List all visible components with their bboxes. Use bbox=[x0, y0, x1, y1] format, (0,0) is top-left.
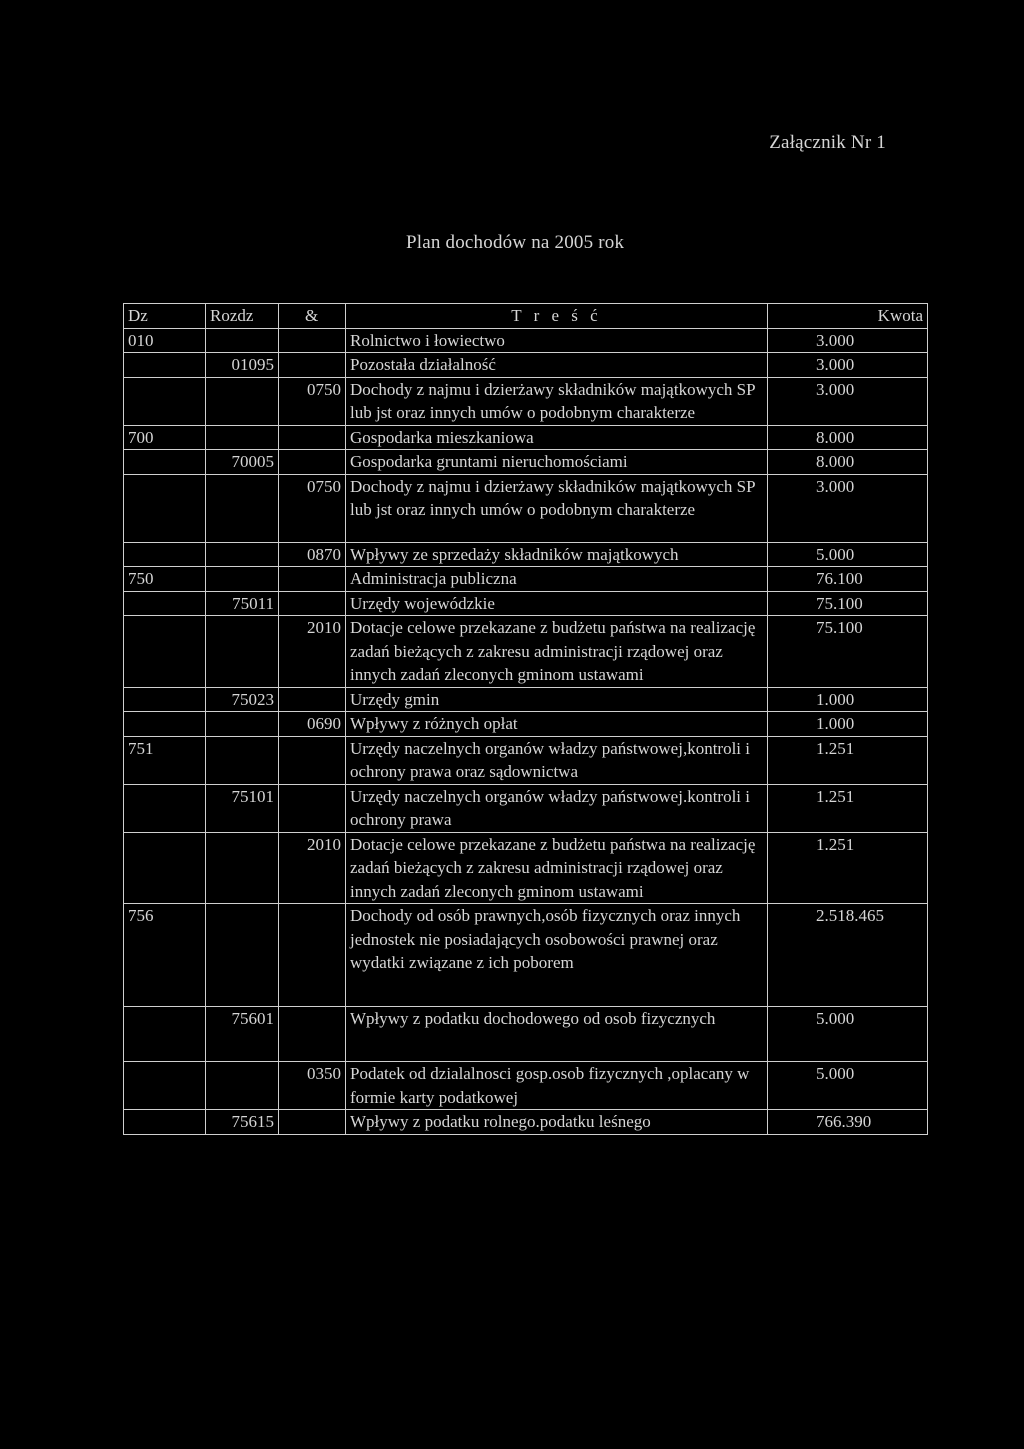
amount-cell: 3.000 bbox=[768, 377, 928, 425]
amount-cell: 1.251 bbox=[768, 832, 928, 904]
description-cell: Dochody od osób prawnych,osób fizycznych oraz innych jednostek nie posiadających osobowości prawnej oraz wydatki związane z ich poborem bbox=[346, 904, 768, 1007]
amount-cell: 5.000 bbox=[768, 1062, 928, 1110]
dz-cell bbox=[124, 687, 206, 712]
rozdz-cell bbox=[206, 832, 279, 904]
paragraph-cell: 0690 bbox=[279, 712, 346, 737]
dz-cell bbox=[124, 353, 206, 378]
table-row bbox=[124, 1006, 928, 1062]
description-cell: Rolnictwo i łowiectwo bbox=[346, 328, 768, 353]
amount-cell: 8.000 bbox=[768, 425, 928, 450]
paragraph-cell: 0750 bbox=[279, 377, 346, 425]
amount-cell: 1.251 bbox=[768, 784, 928, 832]
dz-cell bbox=[124, 542, 206, 567]
dz-cell bbox=[124, 377, 206, 425]
dz-cell bbox=[124, 784, 206, 832]
amount-cell: 5.000 bbox=[768, 542, 928, 567]
paragraph-cell bbox=[279, 567, 346, 592]
rozdz-cell bbox=[206, 328, 279, 353]
amount-cell: 3.000 bbox=[768, 353, 928, 378]
amount-cell: 8.000 bbox=[768, 450, 928, 475]
rozdz-cell: 01095 bbox=[206, 353, 279, 378]
paragraph-cell bbox=[279, 425, 346, 450]
rozdz-cell bbox=[206, 904, 279, 1007]
description-cell: Dochody z najmu i dzierżawy składników majątkowych SP lub jst oraz innych umów o podobnym charakterze bbox=[346, 474, 768, 542]
table-row bbox=[124, 616, 928, 688]
rozdz-cell: 75615 bbox=[206, 1110, 279, 1135]
description-cell: Wpływy z podatku dochodowego od osob fizycznych bbox=[346, 1006, 768, 1062]
description-cell: Dochody z najmu i dzierżawy składników majątkowych SP lub jst oraz innych umów o podobnym charakterze bbox=[346, 377, 768, 425]
dz-cell bbox=[124, 616, 206, 688]
rozdz-cell bbox=[206, 712, 279, 737]
description-cell: Administracja publiczna bbox=[346, 567, 768, 592]
table-row bbox=[124, 687, 928, 712]
amount-cell: 1.000 bbox=[768, 712, 928, 737]
table-row bbox=[124, 542, 928, 567]
paragraph-cell bbox=[279, 904, 346, 1007]
table-row bbox=[124, 736, 928, 784]
description-cell: Podatek od dzialalnosci gosp.osob fizycznych ,oplacany w formie karty podatkowej bbox=[346, 1062, 768, 1110]
column-header-paragraph: & bbox=[279, 304, 346, 329]
description-cell: Gospodarka gruntami nieruchomościami bbox=[346, 450, 768, 475]
amount-cell: 1.000 bbox=[768, 687, 928, 712]
paragraph-cell bbox=[279, 784, 346, 832]
description-cell: Pozostała działalność bbox=[346, 353, 768, 378]
table-row bbox=[124, 425, 928, 450]
amount-cell: 1.251 bbox=[768, 736, 928, 784]
paragraph-cell bbox=[279, 450, 346, 475]
rozdz-cell bbox=[206, 377, 279, 425]
rozdz-cell bbox=[206, 542, 279, 567]
description-cell: Gospodarka mieszkaniowa bbox=[346, 425, 768, 450]
dz-cell: 751 bbox=[124, 736, 206, 784]
amount-cell: 5.000 bbox=[768, 1006, 928, 1062]
dz-cell bbox=[124, 832, 206, 904]
description-cell: Urzędy naczelnych organów władzy państwowej,kontroli i ochrony prawa oraz sądownictwa bbox=[346, 736, 768, 784]
table-row bbox=[124, 784, 928, 832]
table-row bbox=[124, 450, 928, 475]
paragraph-cell: 0750 bbox=[279, 474, 346, 542]
description-cell: Dotacje celowe przekazane z budżetu państwa na realizację zadań bieżących z zakresu administracji rządowej oraz innych zadań zleconych gminom ustawami bbox=[346, 616, 768, 688]
rozdz-cell: 70005 bbox=[206, 450, 279, 475]
table-row bbox=[124, 353, 928, 378]
amount-cell: 766.390 bbox=[768, 1110, 928, 1135]
paragraph-cell bbox=[279, 353, 346, 378]
dz-cell: 750 bbox=[124, 567, 206, 592]
column-header-dz: Dz bbox=[124, 304, 206, 329]
column-header-tresc: T r e ś ć bbox=[346, 304, 768, 329]
paragraph-cell bbox=[279, 328, 346, 353]
dz-cell bbox=[124, 474, 206, 542]
paragraph-cell bbox=[279, 591, 346, 616]
dz-cell: 756 bbox=[124, 904, 206, 1007]
rozdz-cell: 75601 bbox=[206, 1006, 279, 1062]
description-cell: Wpływy ze sprzedaży składników majątkowych bbox=[346, 542, 768, 567]
dz-cell bbox=[124, 591, 206, 616]
paragraph-cell: 2010 bbox=[279, 832, 346, 904]
dz-cell bbox=[124, 1110, 206, 1135]
table-row bbox=[124, 567, 928, 592]
table-row bbox=[124, 1110, 928, 1135]
paragraph-cell: 2010 bbox=[279, 616, 346, 688]
revenue-plan-table bbox=[123, 303, 928, 1135]
amount-cell: 3.000 bbox=[768, 328, 928, 353]
rozdz-cell: 75023 bbox=[206, 687, 279, 712]
paragraph-cell bbox=[279, 1110, 346, 1135]
description-cell: Urzędy gmin bbox=[346, 687, 768, 712]
dz-cell bbox=[124, 1006, 206, 1062]
table-row bbox=[124, 1062, 928, 1110]
dz-cell: 010 bbox=[124, 328, 206, 353]
rozdz-cell bbox=[206, 736, 279, 784]
table-row bbox=[124, 832, 928, 904]
rozdz-cell bbox=[206, 1062, 279, 1110]
attachment-label: Załącznik Nr 1 bbox=[769, 132, 886, 153]
rozdz-cell bbox=[206, 616, 279, 688]
table-header-row bbox=[124, 304, 928, 329]
dz-cell: 700 bbox=[124, 425, 206, 450]
paragraph-cell: 0350 bbox=[279, 1062, 346, 1110]
rozdz-cell: 75011 bbox=[206, 591, 279, 616]
amount-cell: 75.100 bbox=[768, 591, 928, 616]
rozdz-cell bbox=[206, 474, 279, 542]
column-header-kwota: Kwota bbox=[768, 304, 928, 329]
amount-cell: 75.100 bbox=[768, 616, 928, 688]
description-cell: Dotacje celowe przekazane z budżetu państwa na realizację zadań bieżących z zakresu administracji rządowej oraz innych zadań zleconych gminom ustawami bbox=[346, 832, 768, 904]
document-title: Plan dochodów na 2005 rok bbox=[406, 232, 625, 253]
description-cell: Urzędy wojewódzkie bbox=[346, 591, 768, 616]
table-row bbox=[124, 904, 928, 1007]
paragraph-cell: 0870 bbox=[279, 542, 346, 567]
dz-cell bbox=[124, 712, 206, 737]
column-header-rozdz: Rozdz bbox=[206, 304, 279, 329]
rozdz-cell bbox=[206, 425, 279, 450]
rozdz-cell bbox=[206, 567, 279, 592]
description-cell: Wpływy z różnych opłat bbox=[346, 712, 768, 737]
dz-cell bbox=[124, 1062, 206, 1110]
rozdz-cell: 75101 bbox=[206, 784, 279, 832]
paragraph-cell bbox=[279, 687, 346, 712]
description-cell: Urzędy naczelnych organów władzy państwowej.kontroli i ochrony prawa bbox=[346, 784, 768, 832]
table-row bbox=[124, 377, 928, 425]
paragraph-cell bbox=[279, 736, 346, 784]
paragraph-cell bbox=[279, 1006, 346, 1062]
amount-cell: 76.100 bbox=[768, 567, 928, 592]
table-row bbox=[124, 591, 928, 616]
dz-cell bbox=[124, 450, 206, 475]
description-cell: Wpływy z podatku rolnego.podatku leśnego bbox=[346, 1110, 768, 1135]
amount-cell: 2.518.465 bbox=[768, 904, 928, 1007]
table-row bbox=[124, 474, 928, 542]
amount-cell: 3.000 bbox=[768, 474, 928, 542]
table-row bbox=[124, 328, 928, 353]
table-row bbox=[124, 712, 928, 737]
